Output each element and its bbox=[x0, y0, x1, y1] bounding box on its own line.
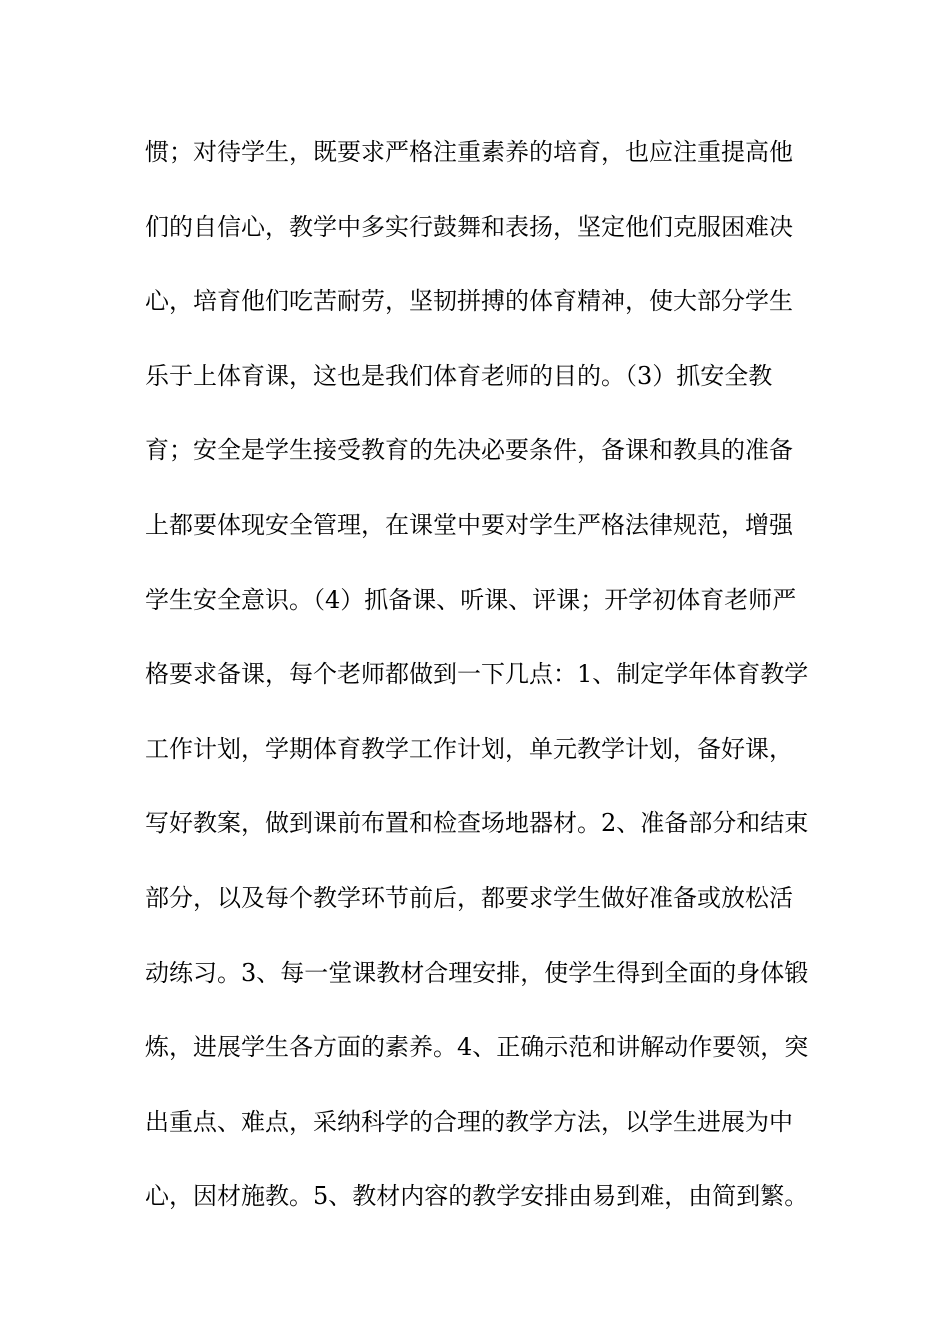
text-line: 动练习。3、每一堂课教材合理安排，使学生得到全面的身体锻 bbox=[145, 958, 809, 987]
text-line: 心，因材施教。5、教材内容的教学安排由易到难，由简到繁。 bbox=[145, 1182, 809, 1211]
text-line: 心，培育他们吃苦耐劳，坚韧拼搏的体育精神，使大部分学生 bbox=[145, 287, 793, 316]
text-line: 炼，进展学生各方面的素养。4、正确示范和讲解动作要领，突 bbox=[145, 1033, 809, 1062]
text-line: 乐于上体育课，这也是我们体育老师的目的。（3）抓安全教 bbox=[145, 361, 773, 390]
text-line: 部分，以及每个教学环节前后，都要求学生做好准备或放松活 bbox=[145, 883, 793, 912]
text-line: 育；安全是学生接受教育的先决必要条件，备课和教具的准备 bbox=[145, 436, 793, 465]
text-line: 写好教案，做到课前布置和检查场地器材。2、准备部分和结束 bbox=[145, 809, 809, 838]
text-line: 出重点、难点，采纳科学的合理的教学方法，以学生进展为中 bbox=[145, 1107, 793, 1136]
text-line: 惯；对待学生，既要求严格注重素养的培育，也应注重提高他 bbox=[145, 138, 793, 166]
text-line: 工作计划，学期体育教学工作计划，单元教学计划，备好课， bbox=[145, 734, 793, 763]
text-line: 们的自信心，教学中多实行鼓舞和表扬，坚定他们克服困难决 bbox=[145, 212, 793, 241]
body-text bbox=[145, 128, 810, 1247]
text-line: 格要求备课，每个老师都做到一下几点：1、制定学年体育教学 bbox=[145, 660, 809, 689]
text-line: 上都要体现安全管理，在课堂中要对学生严格法律规范，增强 bbox=[145, 510, 793, 539]
text-line: 学生安全意识。（4）抓备课、听课、评课；开学初体育老师严 bbox=[145, 585, 797, 614]
